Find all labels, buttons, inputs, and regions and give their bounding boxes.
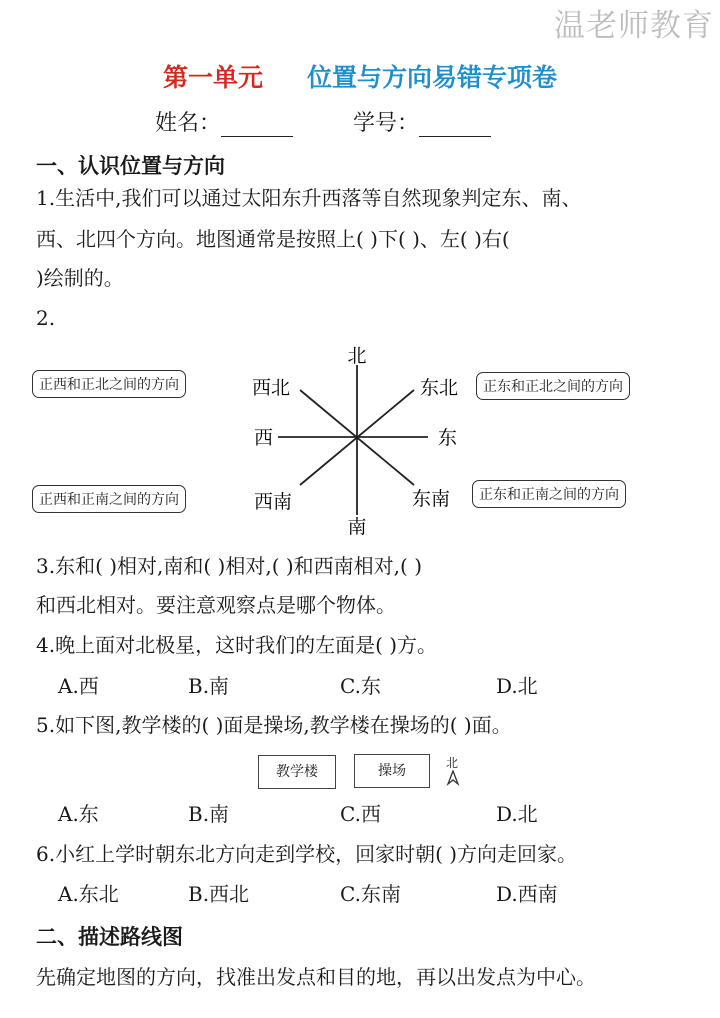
q6-stem: 6.小红上学时朝东北方向走到学校，回家时朝( )方向走回家。 — [36, 842, 578, 866]
q5-option-d[interactable]: D.北 — [496, 802, 538, 826]
name-blank[interactable] — [221, 114, 293, 137]
q4-option-d[interactable]: D.北 — [496, 674, 538, 698]
q1-line2: 西、北四个方向。地图通常是按照上( )下( )、左( )右( — [36, 227, 510, 251]
name-label: 姓名： — [155, 111, 222, 136]
q5-option-b[interactable]: B.南 — [188, 802, 230, 826]
q4-option-b[interactable]: B.南 — [188, 674, 230, 698]
q4-option-a[interactable]: A.西 — [58, 674, 99, 698]
label-southeast: 东南 — [412, 488, 451, 510]
name-row — [155, 106, 551, 137]
title-name: 位置与方向易错专项卷 — [307, 63, 558, 92]
q6-option-b[interactable]: B.西北 — [188, 882, 250, 906]
north-arrow-icon — [446, 770, 460, 786]
q3-line1: 3.东和( )相对,南和( )相对,( )和西南相对,( ) — [36, 554, 423, 578]
id-label: 学号： — [353, 111, 420, 136]
q1-line3: )绘制的。 — [36, 266, 124, 290]
q5-option-c[interactable]: C.西 — [340, 802, 381, 826]
section-heading-2: 二、描述路线图 — [36, 925, 183, 949]
label-southwest: 西南 — [254, 491, 293, 513]
section-heading-1: 一、认识位置与方向 — [36, 154, 225, 178]
q1-line1: 1.生活中,我们可以通过太阳东升西落等自然现象判定东、南、 — [36, 186, 582, 210]
q5-option-a[interactable]: A.东 — [58, 802, 99, 826]
q6-option-d[interactable]: D.西南 — [496, 882, 558, 906]
label-northwest: 西北 — [252, 377, 291, 399]
label-south: 南 — [347, 516, 367, 538]
north-mark-label: 北 — [446, 756, 459, 770]
label-west: 西 — [254, 427, 274, 449]
q4-option-c[interactable]: C.东 — [340, 674, 381, 698]
building-playground: 操场 — [354, 754, 430, 788]
section2-text: 先确定地图的方向，找准出发点和目的地，再以出发点为中心。 — [36, 965, 596, 989]
q6-option-c[interactable]: C.东南 — [340, 882, 401, 906]
q2-label: 2. — [36, 306, 56, 330]
label-east: 东 — [438, 427, 458, 449]
page-title — [0, 58, 720, 94]
id-blank[interactable] — [419, 114, 491, 137]
bubble-southeast: 正东和正南之间的方向 — [472, 480, 626, 508]
q6-option-a[interactable]: A.东北 — [58, 882, 119, 906]
bubble-northeast: 正东和正北之间的方向 — [476, 372, 630, 400]
q5-stem: 5.如下图,教学楼的( )面是操场,教学楼在操场的( )面。 — [36, 713, 512, 737]
watermark: 温老师教育 — [554, 8, 714, 44]
title-unit: 第一单元 — [162, 63, 263, 92]
label-northeast: 东北 — [420, 377, 459, 399]
bubble-northwest: 正西和正北之间的方向 — [32, 370, 186, 398]
label-north: 北 — [347, 345, 367, 367]
bubble-southwest: 正西和正南之间的方向 — [32, 485, 186, 513]
building-teaching: 教学楼 — [258, 755, 336, 789]
q3-line2: 和西北相对。要注意观察点是哪个物体。 — [36, 593, 396, 617]
q4-stem: 4.晚上面对北极星，这时我们的左面是( )方。 — [36, 633, 438, 657]
